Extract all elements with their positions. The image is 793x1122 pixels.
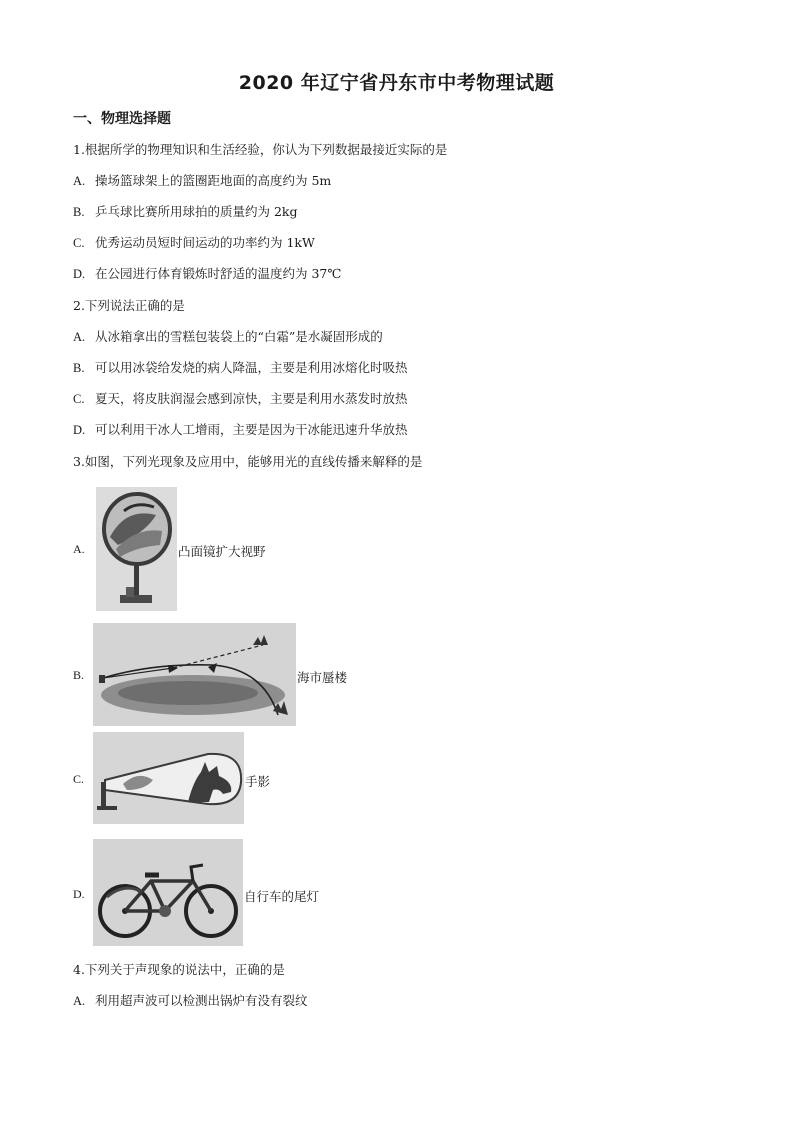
bicycle-drawing <box>93 839 243 946</box>
question-3-option-c-caption: 手影 <box>245 774 271 789</box>
question-2-option-a[interactable] <box>73 329 383 345</box>
question-3-option-a-letter[interactable]: A. <box>73 542 85 556</box>
convex-mirror-drawing <box>96 487 177 611</box>
convex-mirror-photo <box>96 487 177 611</box>
question-3-option-c-letter[interactable]: C. <box>73 772 85 786</box>
option-text: 夏天，将皮肤润湿会感到凉快，主要是利用水蒸发时放热 <box>95 391 408 406</box>
option-text: 优秀运动员短时间运动的功率约为 1kW <box>95 235 315 250</box>
question-3-option-b-letter[interactable]: B. <box>73 668 85 682</box>
option-letter: D. <box>73 423 86 437</box>
question-1-option-c[interactable] <box>73 235 315 251</box>
option-letter: A. <box>73 174 86 188</box>
option-letter: B. <box>73 205 85 219</box>
question-2-option-c[interactable] <box>73 391 408 407</box>
question-3-stem: 3.如图，下列光现象及应用中，能够用光的直线传播来解释的是 <box>73 454 423 469</box>
section-heading: 一、物理选择题 <box>73 111 171 127</box>
question-1-stem: 1.根据所学的物理知识和生活经验，你认为下列数据最接近实际的是 <box>73 142 448 157</box>
question-2-stem: 2.下列说法正确的是 <box>73 298 185 313</box>
option-text: 在公园进行体育锻炼时舒适的温度约为 37℃ <box>95 266 342 281</box>
option-text: 利用超声波可以检测出锅炉有没有裂纹 <box>95 993 308 1008</box>
option-text: 乒乓球比赛所用球拍的质量约为 2kg <box>95 204 298 219</box>
hand-shadow-drawing <box>93 732 244 824</box>
option-letter: B. <box>73 361 85 375</box>
page-title: 2020 年辽宁省丹东市中考物理试题 <box>238 72 555 94</box>
question-4-option-a[interactable] <box>73 993 308 1009</box>
question-3-option-b-caption: 海市蜃楼 <box>297 670 348 685</box>
question-2-option-d[interactable] <box>73 422 408 438</box>
question-2-option-b[interactable] <box>73 360 408 376</box>
question-1-option-b[interactable] <box>73 204 298 220</box>
hand-shadow-photo <box>93 732 244 824</box>
option-text: 从冰箱拿出的雪糕包装袋上的“白霜”是水凝固形成的 <box>95 329 383 344</box>
option-letter: C. <box>73 236 85 250</box>
option-letter: A. <box>73 994 86 1008</box>
question-3-option-a-caption: 凸面镜扩大视野 <box>178 544 266 559</box>
question-4-stem: 4.下列关于声现象的说法中，正确的是 <box>73 962 285 977</box>
option-text: 操场篮球架上的篮圈距地面的高度约为 5m <box>95 173 332 188</box>
option-letter: D. <box>73 267 86 281</box>
question-1-option-d[interactable] <box>73 266 341 282</box>
option-letter: A. <box>73 330 86 344</box>
option-text: 可以用冰袋给发烧的病人降温，主要是利用冰熔化时吸热 <box>95 360 408 375</box>
question-3-option-d-caption: 自行车的尾灯 <box>244 889 320 904</box>
question-1-option-a[interactable] <box>73 173 331 189</box>
question-3-option-d-letter[interactable]: D. <box>73 887 85 901</box>
mirage-drawing <box>93 623 296 726</box>
bicycle-photo <box>93 839 243 946</box>
option-letter: C. <box>73 392 85 406</box>
mirage-diagram <box>93 623 296 726</box>
option-text: 可以利用干冰人工增雨，主要是因为干冰能迅速升华放热 <box>95 422 408 437</box>
